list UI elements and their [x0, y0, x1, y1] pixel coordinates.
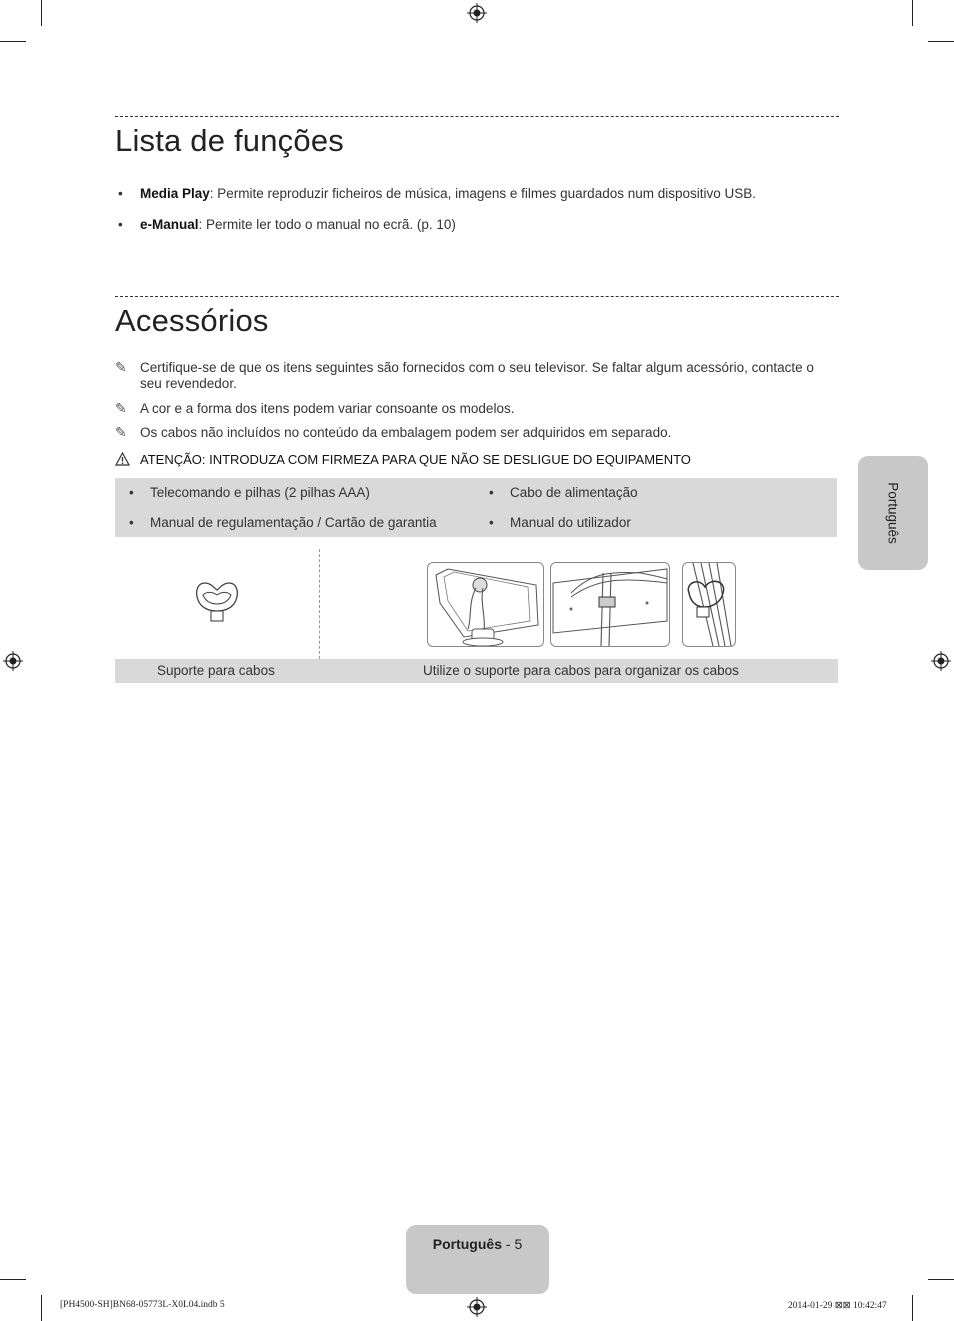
usage-caption: Utilize o suporte para cabos para organizar os cabos [423, 663, 739, 678]
crop-mark [912, 0, 913, 26]
warning [115, 452, 839, 470]
accessory-list [115, 478, 837, 537]
accessories-title: Acessórios [115, 303, 269, 338]
accessory-item: Manual de regulamentação / Cartão de garantia [150, 515, 437, 530]
language-side-tab [858, 456, 928, 570]
side-tab-label: Português [885, 482, 901, 544]
crop-mark [912, 1295, 913, 1321]
column-divider [319, 549, 320, 659]
crop-mark [41, 0, 42, 26]
note [115, 401, 839, 419]
accessory-item: Cabo de alimentação [510, 485, 638, 500]
bullet-dot: • [129, 515, 134, 530]
crop-mark [0, 1279, 26, 1280]
accessory-item: Manual do utilizador [510, 515, 631, 530]
bullet-dot: • [118, 186, 123, 201]
pencil-note-icon: ✎ [115, 424, 127, 440]
registration-mark-icon [467, 1297, 487, 1317]
caption-bar [115, 659, 838, 683]
crop-mark [928, 1279, 954, 1280]
pencil-note-icon: ✎ [115, 400, 127, 416]
feature-term: e-Manual [140, 217, 199, 232]
registration-mark-icon [3, 651, 23, 671]
note-text: Os cabos não incluídos no conteúdo da embalagem podem ser adquiridos em separado. [140, 425, 672, 440]
page-number-tab [406, 1225, 549, 1294]
footer-language: Português [432, 1236, 502, 1252]
crop-mark [0, 41, 26, 42]
registration-mark-icon [931, 651, 951, 671]
warning-triangle-icon [115, 452, 130, 466]
cable-holder-icon [193, 580, 241, 624]
feature-desc: : Permite ler todo o manual no ecrã. (p. 10) [198, 217, 456, 232]
section-divider [115, 116, 839, 117]
print-slug-right: 2014-01-29 ⊠⊠ 10:42:47 [788, 1301, 887, 1311]
features-title: Lista de funções [115, 123, 344, 158]
feature-desc: : Permite reproduzir ficheiros de música, imagens e filmes guardados num dispositivo USB. [209, 186, 757, 201]
page-number: 5 [514, 1236, 523, 1252]
registration-mark-icon [467, 3, 487, 23]
bullet-dot: • [118, 217, 123, 232]
accessory-item: Telecomando e pilhas (2 pilhas AAA) [150, 485, 370, 500]
bullet-dot: • [129, 485, 134, 500]
bullet-dot: • [489, 515, 494, 530]
cable-holder-illustration-2 [550, 562, 670, 647]
section-divider [115, 296, 839, 297]
note [115, 425, 839, 443]
bullet-dot: • [489, 485, 494, 500]
crop-mark [41, 1295, 42, 1321]
note-text: A cor e a forma dos itens podem variar consoante os modelos. [140, 401, 515, 416]
print-slug-left: [PH4500-SH]BN68-05773L-X0L04.indb 5 [60, 1300, 225, 1310]
feature-term: Media Play [140, 186, 210, 201]
cable-holder-illustration-1 [427, 562, 544, 647]
warning-text: ATENÇÃO: INTRODUZA COM FIRMEZA PARA QUE NÃO SE DESLIGUE DO EQUIPAMENTO [140, 452, 691, 467]
note [115, 360, 839, 394]
cable-holder-illustration-3 [682, 562, 736, 647]
note-text: Certifique-se de que os itens seguintes são fornecidos com o seu televisor. Se faltar algum acessório, contacte o seu revendedor. [140, 360, 814, 391]
pencil-note-icon: ✎ [115, 359, 127, 375]
holder-caption: Suporte para cabos [157, 663, 275, 678]
crop-mark [928, 41, 954, 42]
footer-separator: - [501, 1236, 515, 1252]
